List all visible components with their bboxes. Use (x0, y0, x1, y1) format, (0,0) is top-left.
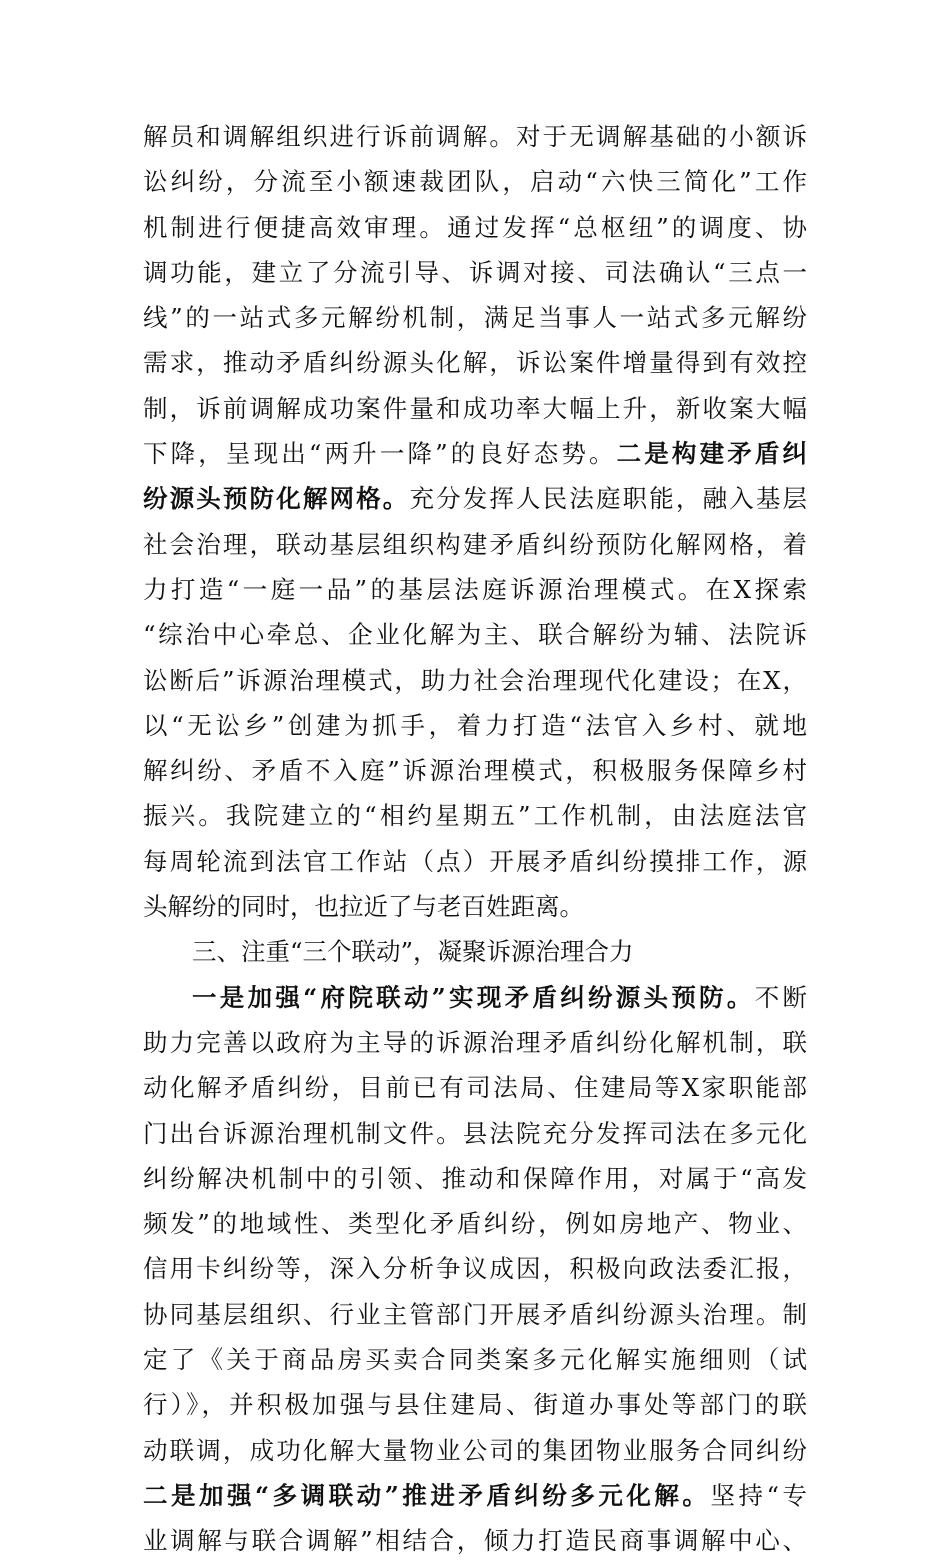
text-line (143, 476, 807, 521)
text-line: 制，诉前调解成功案件量和成功率大幅上升，新收案大幅 (143, 393, 807, 423)
text-line: 动联调，成功化解大量物业公司的集团物业服务合同纠纷 (143, 1435, 807, 1465)
bold-lead-phrase: 纷源头预防化解网格。 (143, 484, 410, 514)
text-line: 行）》，并积极加强与县住建局、街道办事处等部门的联 (143, 1390, 807, 1420)
text-line: 振兴。我院建立的“相约星期五”工作机制，由法庭法官 (143, 801, 807, 831)
text-line: 机制进行便捷高效审理。通过发挥“总枢纽”的调度、协 (143, 212, 807, 242)
text-line (143, 1473, 807, 1518)
text-line (143, 975, 807, 1020)
text-line: 以“无讼乡”创建为抓手，着力打造“法官入乡村、就地 (143, 710, 807, 740)
text-line: 动化解矛盾纠纷，目前已有司法局、住建局等X家职能部 (143, 1073, 807, 1103)
bold-lead-phrase: 一是加强“府院联动”实现矛盾纠纷源头预防。 (192, 982, 755, 1012)
text-line: 解纠纷、矛盾不入庭”诉源治理模式，积极服务保障乡村 (143, 756, 807, 786)
text-line: 力打造“一庭一品”的基层法庭诉源治理模式。在X探索 (143, 574, 807, 604)
text-line: 每周轮流到法官工作站（点）开展矛盾纠纷摸排工作，源 (143, 846, 807, 876)
bold-lead-phrase: 二是构建矛盾纠 (616, 439, 807, 469)
text-line: 定了《关于商品房买卖合同类案多元化解实施细则（试 (143, 1345, 807, 1375)
bold-lead-phrase: 二是加强“多调联动”推进矛盾纠纷多元化解。 (143, 1480, 711, 1510)
text-line: 门出台诉源治理机制文件。县法院充分发挥司法在多元化 (143, 1118, 807, 1148)
section-heading: 三、注重“三个联动”，凝聚诉源治理合力 (192, 937, 634, 967)
text-line: 调功能，建立了分流引导、诉调对接、司法确认“三点一 (143, 257, 807, 287)
text-line: 讼纠纷，分流至小额速裁团队，启动“六快三简化”工作 (143, 167, 807, 197)
text-run: 充分发挥人民法庭职能，融入基层 (409, 484, 808, 514)
text-line: “综治中心牵总、企业化解为主、联合解纷为辅、法院诉 (143, 620, 807, 650)
text-line: 线”的一站式多元解纷机制，满足当事人一站式多元解纷 (143, 303, 807, 333)
text-line: 信用卡纠纷等，深入分析争议成因，积极向政法委汇报， (143, 1254, 807, 1284)
document-body (143, 114, 807, 1564)
text-line: 社会治理，联动基层组织构建矛盾纠纷预防化解网格，着 (143, 529, 807, 559)
text-run: 坚持“专 (710, 1480, 807, 1510)
text-line: 解员和调解组织进行诉前调解。对于无调解基础的小额诉 (143, 122, 807, 151)
text-line: 助力完善以政府为主导的诉源治理矛盾纠纷化解机制，联 (143, 1027, 807, 1057)
text-run: 下降，呈现出“两升一降”的良好态势。 (143, 439, 617, 469)
text-line: 讼断后”诉源治理模式，助力社会治理现代化建设；在X， (143, 665, 807, 695)
text-line: 头解纷的同时，也拉近了与老百姓距离。 (143, 892, 584, 922)
text-run: 不断 (754, 982, 808, 1012)
text-line: 频发”的地域性、类型化矛盾纠纷，例如房地产、物业、 (143, 1209, 807, 1239)
text-line: 纠纷解决机制中的引领、推动和保障作用，对属于“高发 (143, 1163, 807, 1193)
text-line (143, 431, 807, 476)
text-line: 需求，推动矛盾纠纷源头化解，诉讼案件增量得到有效控 (143, 348, 807, 378)
text-line: 业调解与联合调解”相结合，倾力打造民商事调解中心、 (143, 1526, 807, 1556)
text-line: 协同基层组织、行业主管部门开展矛盾纠纷源头治理。制 (143, 1299, 807, 1329)
